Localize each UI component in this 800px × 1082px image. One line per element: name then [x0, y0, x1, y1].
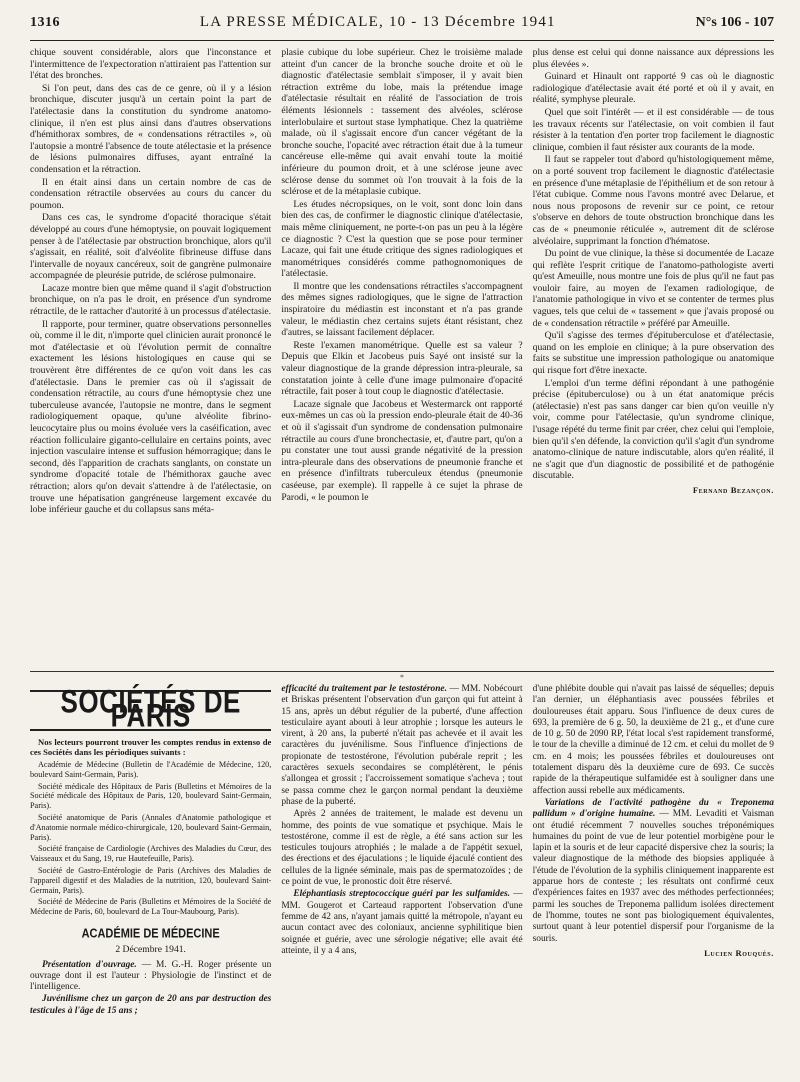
- presentation-heading: Présentation d'ouvrage.: [42, 959, 137, 970]
- article-column-2: [281, 47, 522, 667]
- paragraph: Il faut se rappeler tout d'abord qu'histologiquement même, on a porté souvent trop facilement le diagnostic d'atélectasie en présence d'une métaplasie de l'épithélium et de son retour à l'état cubique. Comme nous l'avons montré avec Delarue, et nous nous proposons de revenir sur ce point, ce retour s'observe en dehors de toute obstruction bronchique dans les cas de « pneumonie réticulée », autrement dit de sclérose alvéolaire, supprimant la fonction d'hématose.: [532, 154, 774, 247]
- paragraph: Si l'on peut, dans des cas de ce genre, où il y a lésion bronchique, discuter jusqu'à un certain point la part de l'atélectasie dans la constitution du syndrome anatomo-clinique, il n'en est plus ainsi dans d'autres observations d'hémithorax sombres, de « condensations rétractiles », où l'autopsie a montré l'absence de toute atélectasie et la présence de lésions pulmonaires diffuses, ayant entraîné la condensation et la rétraction.: [30, 82, 272, 175]
- paragraph: — MM. Nobécourt et Briskas présentent l'observation d'un garçon qui fut atteint à 15 ans, après un début régulier de la puberté, d'une affection testiculaire ayant abouti à leur atrophie ; lorsque les auteurs le virent, à 20 ans, la puberté n'était pas achevée et il avait les caractères du juvénilisme. Sous l'influence d'injections de propionate de testostérone, l'évolution pubérale reprit ; les caractères sexuels secondaires se complétèrent, le pénis s'allongea et grossit ; l'accroissement somatique s'acheva ; tout se passa comme chez le garçon normal pendant la deuxième phase de la puberté.: [281, 684, 523, 807]
- paragraph: Il montre que les condensations rétractiles s'accompagnent des mêmes signes radiologiques, que le signe de l'attraction inspiratoire du médiastin est inconstant et n'a pas grande valeur, le médiastin chez certains sujets étant résistant, chez d'autres, se laissant facilement déplacer.: [281, 280, 523, 339]
- section-title: SOCIÉTÉS DE PARIS: [60, 684, 241, 735]
- page-number: 1316: [30, 15, 60, 30]
- academie-title: ACADÉMIE DE MÉDECINE: [81, 926, 220, 941]
- author-signature: Fernand Bezançon.: [692, 484, 774, 495]
- paragraph: plasie cubique du lobe supérieur. Chez le troisième malade atteint d'un cancer de la bronche souche droite et où le diagnostic d'atélectasie semblait s'imposer, il y avait bien rétraction extrême du lobe, mais la prétendue image d'atélectasie résultait en réalité de l'association de trois éléments lésionnels : tassement des alvéoles, sclérose interlobulaire et surtout stase lymphatique. Chez la quatrième malade, où il s'agissait encore d'un cancer végétant de la bronche souche, l'opacité avec rétraction était due à la tumeur cancéreuse elle-même qui avait envahi toute la moitié inférieure du poumon droit, et à une sclérose jeune avec sclérose dense du sommet où l'on trouvait à la fois de la sclérose et de la métaplasie cubique.: [281, 47, 523, 198]
- list-item: Académie de Médecine (Bulletin de l'Académie de Médecine, 120, boulevard Saint-Germain, Paris).: [30, 760, 272, 779]
- paragraph: — MM. Gougerot et Carteaud rapportent l'observation d'une femme de 42 ans, n'ayant jamais quitté la métropole, n'ayant eu aucun contact avec des coloniaux, ancienne syphilitique bien soignée et guérie, avec une sérologie négative; elle avait été atteinte, il y a 4 ans,: [281, 889, 523, 956]
- societes-column-1: [30, 684, 271, 1079]
- journal-title: LA PRESSE MÉDICALE,: [199, 14, 384, 30]
- article-column-1: [30, 47, 271, 667]
- paragraph: Du point de vue clinique, la thèse si documentée de Lacaze qui reflète l'esprit critique de l'anatomo-pathologiste averti qu'est Ameuille, nous montre une fois de plus qu'il ne faut pas vouloir faire, au moyen de l'examen radiologique, de l'anatomie pathologique in vivo et se contenter de termes plus vagues, tels que celui de « tassement » que j'avais proposé ou de « condensation rétractile » préféré par Ameuille.: [532, 248, 774, 329]
- author-signature: Lucien Rouquès.: [704, 947, 774, 958]
- list-item: Société de Gastro-Entérologie de Paris (Archives des Maladies de l'appareil digestif et des Maladies de la nutrition, 120, boulevard Saint-Germain, Paris).: [30, 865, 272, 895]
- variations-heading: Variations de l'activité pathogène du « Treponema pallidum » d'origine humaine.: [532, 797, 774, 820]
- list-item: Société de Médecine de Paris (Bulletins et Mémoires de la Société de Médecine de Paris, 60, boulevard de La Tour-Maubourg, Paris).: [30, 897, 272, 917]
- juvenilisme-heading: Juvénilisme chez un garçon de 20 ans par destruction des testicules à l'âge de 15 ans ;: [30, 994, 272, 1016]
- paragraph: Reste l'examen manométrique. Quelle est sa valeur ? Depuis que Elkin et Jacobeus puis Sayé ont insisté sur la valeur diagnostique de la grande dépression intra-pleurale, sa constatation jointe à celle d'une image pulmonaire d'opacité rétractile, fait poser à tout coup le diagnostic d'atélectasie.: [281, 339, 523, 398]
- newspaper-page: [30, 14, 774, 1070]
- paragraph: Lacaze signale que Jacobeus et Westermarck ont rapporté eux-mêmes un cas où la pression endo-pleurale était de 40-36 et où il s'agissait d'un syndrome de condensation pulmonaire rétractile au cours d'une bronchectasie, et, d'autre part, qu'on a pu constater une tout aussi grande négativité de la pression intra-pleurale dans des observations de pneumonie franche et en présence d'infiltrats tuberculeux étendus (pneumonie caséeuse, par exemple). Il rappelle à ce sujet la phrase de Parodi, « le poumon le: [281, 398, 523, 503]
- article-columns: [30, 47, 774, 667]
- paragraph: plus dense est celui qui donne naissance aux dépressions les plus élevées ».: [532, 47, 774, 70]
- paragraph: Quel que soit l'intérêt — et il est considérable — de tous les travaux récents sur l'atélectasie, on voit combien il faut résister à la tentation d'en porter trop facilement le diagnostic clinique, combien il faut résister aux courants de la mode.: [532, 106, 774, 153]
- list-item: Société anatomique de Paris (Annales d'Anatomie pathologique et d'Anatomie normale médico-chirurgicale, 120, boulevard Saint-Germain, Paris).: [30, 812, 272, 842]
- academie-date: 2 Décembre 1941.: [115, 944, 186, 956]
- list-item: Société médicale des Hôpitaux de Paris (Bulletins et Mémoires de la Société médicale des Hôpitaux de Paris, 120, boulevard Saint-Germain, Paris).: [30, 781, 272, 811]
- paragraph: chique souvent considérable, alors que l'inconstance et l'intermittence de l'expectoration n'attiraient pas l'attention sur l'état des bronches.: [30, 47, 272, 82]
- page-header: [30, 14, 774, 41]
- societes-section: [30, 684, 774, 1079]
- elephantiasis-heading: Eléphantiasis streptococcique guéri par les sulfamides.: [293, 889, 510, 900]
- paragraph: Après 2 années de traitement, le malade est devenu un homme, des points de vue somatique et psychique. Mais le testostérone, comme il est de règle, a été sans action sur les testicules toujours atrophiés ; le malade a de l'appétit sexuel, des érections et des éjaculations ; le liquide éjaculé contient des cellules de la lignée séminale, mais pas de spermatozoïdes ; de ce point de vue, le pronostic doit être réservé.: [281, 809, 523, 888]
- presentation-text: — M. G.-H. Roger présente un ouvrage dont il est l'auteur : Physiologie de l'instinct et de l'intelligence.: [30, 959, 272, 993]
- paragraph: Guinard et Hinault ont rapporté 9 cas où le diagnostic radiologique d'atélectasie avait été porté et où il y avait, en réalité, symphyse pleurale.: [532, 71, 774, 106]
- section-divider: *: [30, 671, 774, 684]
- societies-list: [30, 760, 271, 917]
- issue-number: N°s 106 - 107: [695, 15, 774, 30]
- paragraph: Dans ces cas, le syndrome d'opacité thoracique s'était développé au cours d'une hémoptysie, on pouvait logiquement penser à de l'atélectasie par obstruction bronchique, alors qu'il s'agissait, en réalité, soit d'alvéolite fibrineuse diffuse dans l'intervalle de noyaux cancéreux, soit de gangrène pulmonaire accompagnée de pleurésie putride, de sclérose pulmonaire.: [30, 212, 272, 282]
- societes-column-2: [281, 684, 522, 1079]
- paragraph: Les études nécropsiques, on le voit, sont donc loin dans bien des cas, de confirmer le diagnostic clinique d'atélectasie, mais même cliniquement, ne porte-t-on pas un peu à la légère ce diagnostic ? C'est la question que se pose pour terminer Lacaze, qui fait une étude critique des signes radiologiques et manométriques considérés comme pathognomoniques de l'atélectasie.: [281, 198, 523, 280]
- juvenilisme-heading-continued: efficacité du traitement par le testostérone.: [281, 684, 447, 694]
- paragraph: Il en était ainsi dans un certain nombre de cas de condensation rétractile observées au cours du cancer du poumon.: [30, 176, 272, 211]
- paragraph: L'emploi d'un terme défini répondant à une pathogénie précise (épituberculose) ou à un état anatomique précis (atélectasie) n'est pas sans danger car bien qu'on veuille n'y voir, comme pour l'atélectasie, qu'un syndrome clinique, l'usage répété du terme finit par créer, chez celui qui l'emploie, bien qu'il s'en défende, la conviction qu'il s'agit d'un syndrome anatomo-clinique de nature indiscutable, alors qu'en réalité, il ne s'agit que d'un diagnostic de possibilité et de pathogénie discutable.: [532, 377, 774, 482]
- paragraph: — MM. Levaditi et Vaisman ont étudié récemment 7 nouvelles souches tréponémiques humaines du point de vue de leur potentiel morbigène pour le lapin et la souris et de leur capacité dispersive chez la souris; la valeur diagnostique de la méthode des biopsies appliquée à l'étude de l'évolution de la syphilis cliniquement inapparente est apparue hors de conteste ; les résultats ont confirmé ceux d'expériences faites en 1937 avec des méthodes perfectionnées; parmi les souches de Treponema pallidum isolées directement de l'homme, toutes ne sont pas biologiquement équivalentes, surtout quant à leur potentiel dispersif pour l'organisme de la souris.: [532, 809, 774, 944]
- journal-masthead: [200, 14, 556, 31]
- issue-date: 10 - 13 Décembre 1941: [388, 14, 556, 30]
- societes-column-3: [533, 684, 774, 1079]
- paragraph: Qu'il s'agisse des termes d'épituberculose et d'atélectasie, quand on les emploie en clinique; à la pure observation des faits se substitue une impression pathologique ou anatomique qui risque fort d'être inexacte.: [532, 330, 774, 377]
- list-item: Société française de Cardiologie (Archives des Maladies du Cœur, des Vaisseaux et du Sang, 19, rue Hautefeuille, Paris).: [30, 844, 272, 864]
- paragraph: Il rapporte, pour terminer, quatre observations personnelles où, comme il le dit, n'importe quel clinicien aurait prononcé le mot d'atélectasie et où l'évolution permit de connaître exactement les lésions histologiques en cause qui se trouvèrent être différentes de ce qu'on voit dans les cas d'atélectasie. Dans le premier cas où il s'agissait de condensation rétractile, au cours d'une hémoptysie chez une tuberculeuse avancée, l'autopsie ne montre, dans le segment radiologiquement opaque, qu'une alvéolite fibrino-leucocytaire plus ou moins évoluée vers la caséification, avec réaction folliculaire giganto-cellulaire en certains points, avec injection vasculaire intense et suffusion hémorragique; dans le second, dès l'apparition de crachats sanglants, on constate un syndrome d'opacité totale de l'hémithorax gauche avec rétraction; alors qu'on devait s'attendre à de l'atélectasie, on trouve une hépatisation gangréneuse largement excavée du lobe inférieur gauche et du collapsus sans méta-: [30, 318, 272, 516]
- paragraph: Lacaze montre bien que même quand il s'agit d'obstruction bronchique, on n'a pas le droit, en présence d'un syndrome rétractile, de le rattacher d'autorité à un processus d'atélectasie.: [30, 282, 272, 318]
- societes-intro: Nos lecteurs pourront trouver les comptes rendus in extenso de ces Sociétés dans les périodiques suivants :: [30, 736, 272, 757]
- article-column-3: [533, 47, 774, 667]
- paragraph: d'une phlébite double qui n'avait pas laissé de séquelles; depuis l'an dernier, un éléphantiasis avec poussées fébriles et douloureuses était apparu. Sous l'influence de deux cures de 693, la première de 6 g. 50, la deuxième de 21 g., et d'une cure de 10 g. 50 de 2090 RP, l'état local s'est rapidement transformé, le tour de la cheville a diminué de 12 cm. et celui du mollet de 9 cm. en 4 mois; les poussées fébriles et douloureuses ont totalement disparu dès la deuxième cure de 693. Ce succès rapide de la thérapeutique sulfamidée est à souligner dans une affection aussi rebelle aux médicaments.: [532, 684, 774, 796]
